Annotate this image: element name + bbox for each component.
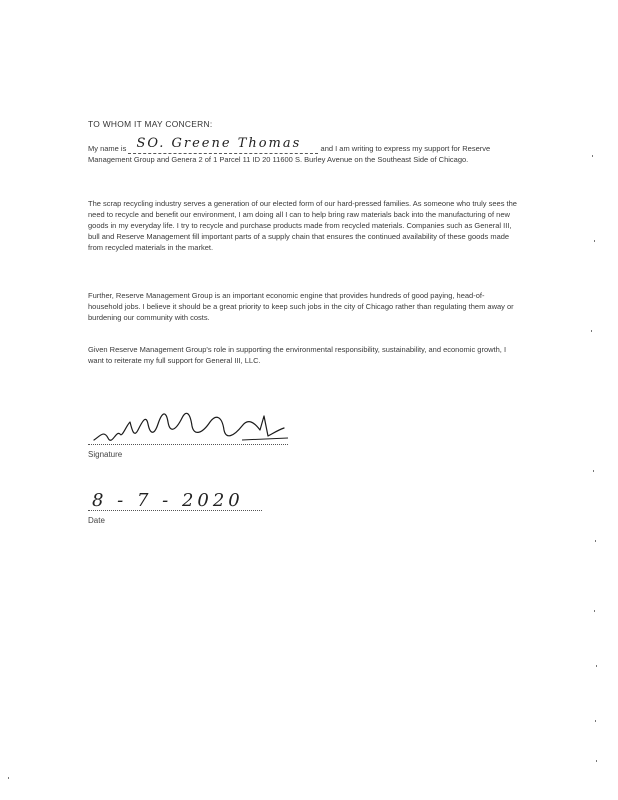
scan-speck (595, 540, 596, 542)
name-field (128, 136, 318, 154)
scan-speck (596, 665, 597, 667)
intro-prefix: My name is (88, 144, 129, 153)
date-label: Date (88, 516, 105, 525)
handwritten-name: SO. Greene Thomas (136, 136, 302, 151)
scan-speck (8, 777, 9, 779)
scan-speck (594, 610, 595, 612)
handwritten-signature (92, 400, 292, 450)
signature-line (88, 444, 288, 445)
intro-suffix: and I am writing to express my support for Reserve Management Group and Genera 2 of 1 Parcel 11 ID 20 11600 S. Burley Avenue on the Southeast Side of Chicago. (88, 144, 491, 164)
paragraph-recycling: The scrap recycling industry serves a generation of our elected form of our hard-pressed families. As someone who truly sees the need to recycle and benefit our environment, I am doing all I can to help bring raw materials back into the manufacturing of new goods in my everyday life. I try to recycle and purchase products made from recycled materials. Companies such as General III, bull and Reserve Management fill important parts of a supply chain that ensures the continued availability of these goods made from recycled materials in the market. (88, 199, 517, 252)
handwritten-date (92, 488, 262, 512)
paragraph-intro (88, 136, 518, 165)
scan-speck (594, 240, 595, 242)
scan-speck (591, 330, 592, 332)
scan-speck (596, 760, 597, 762)
svg-text:8 - 7 - 2020: 8 - 7 - 2020 (92, 490, 244, 511)
scan-speck (595, 720, 596, 722)
scan-speck (592, 155, 593, 157)
paragraph-jobs: Further, Reserve Management Group is an important economic engine that provides hundreds of good paying, head-of-household jobs. I believe it should be a great priority to keep such jobs in the city of Chicago rather than regulating them away or burdening our community with costs. (88, 291, 514, 322)
salutation: TO WHOM IT MAY CONCERN: (88, 119, 213, 129)
scan-speck (593, 470, 594, 472)
date-line (88, 510, 262, 511)
signature-label: Signature (88, 450, 123, 459)
paragraph-support: Given Reserve Management Group's role in supporting the environmental responsibility, sustainability, and economic growth, I want to reiterate my full support for General III, LLC. (88, 345, 507, 365)
